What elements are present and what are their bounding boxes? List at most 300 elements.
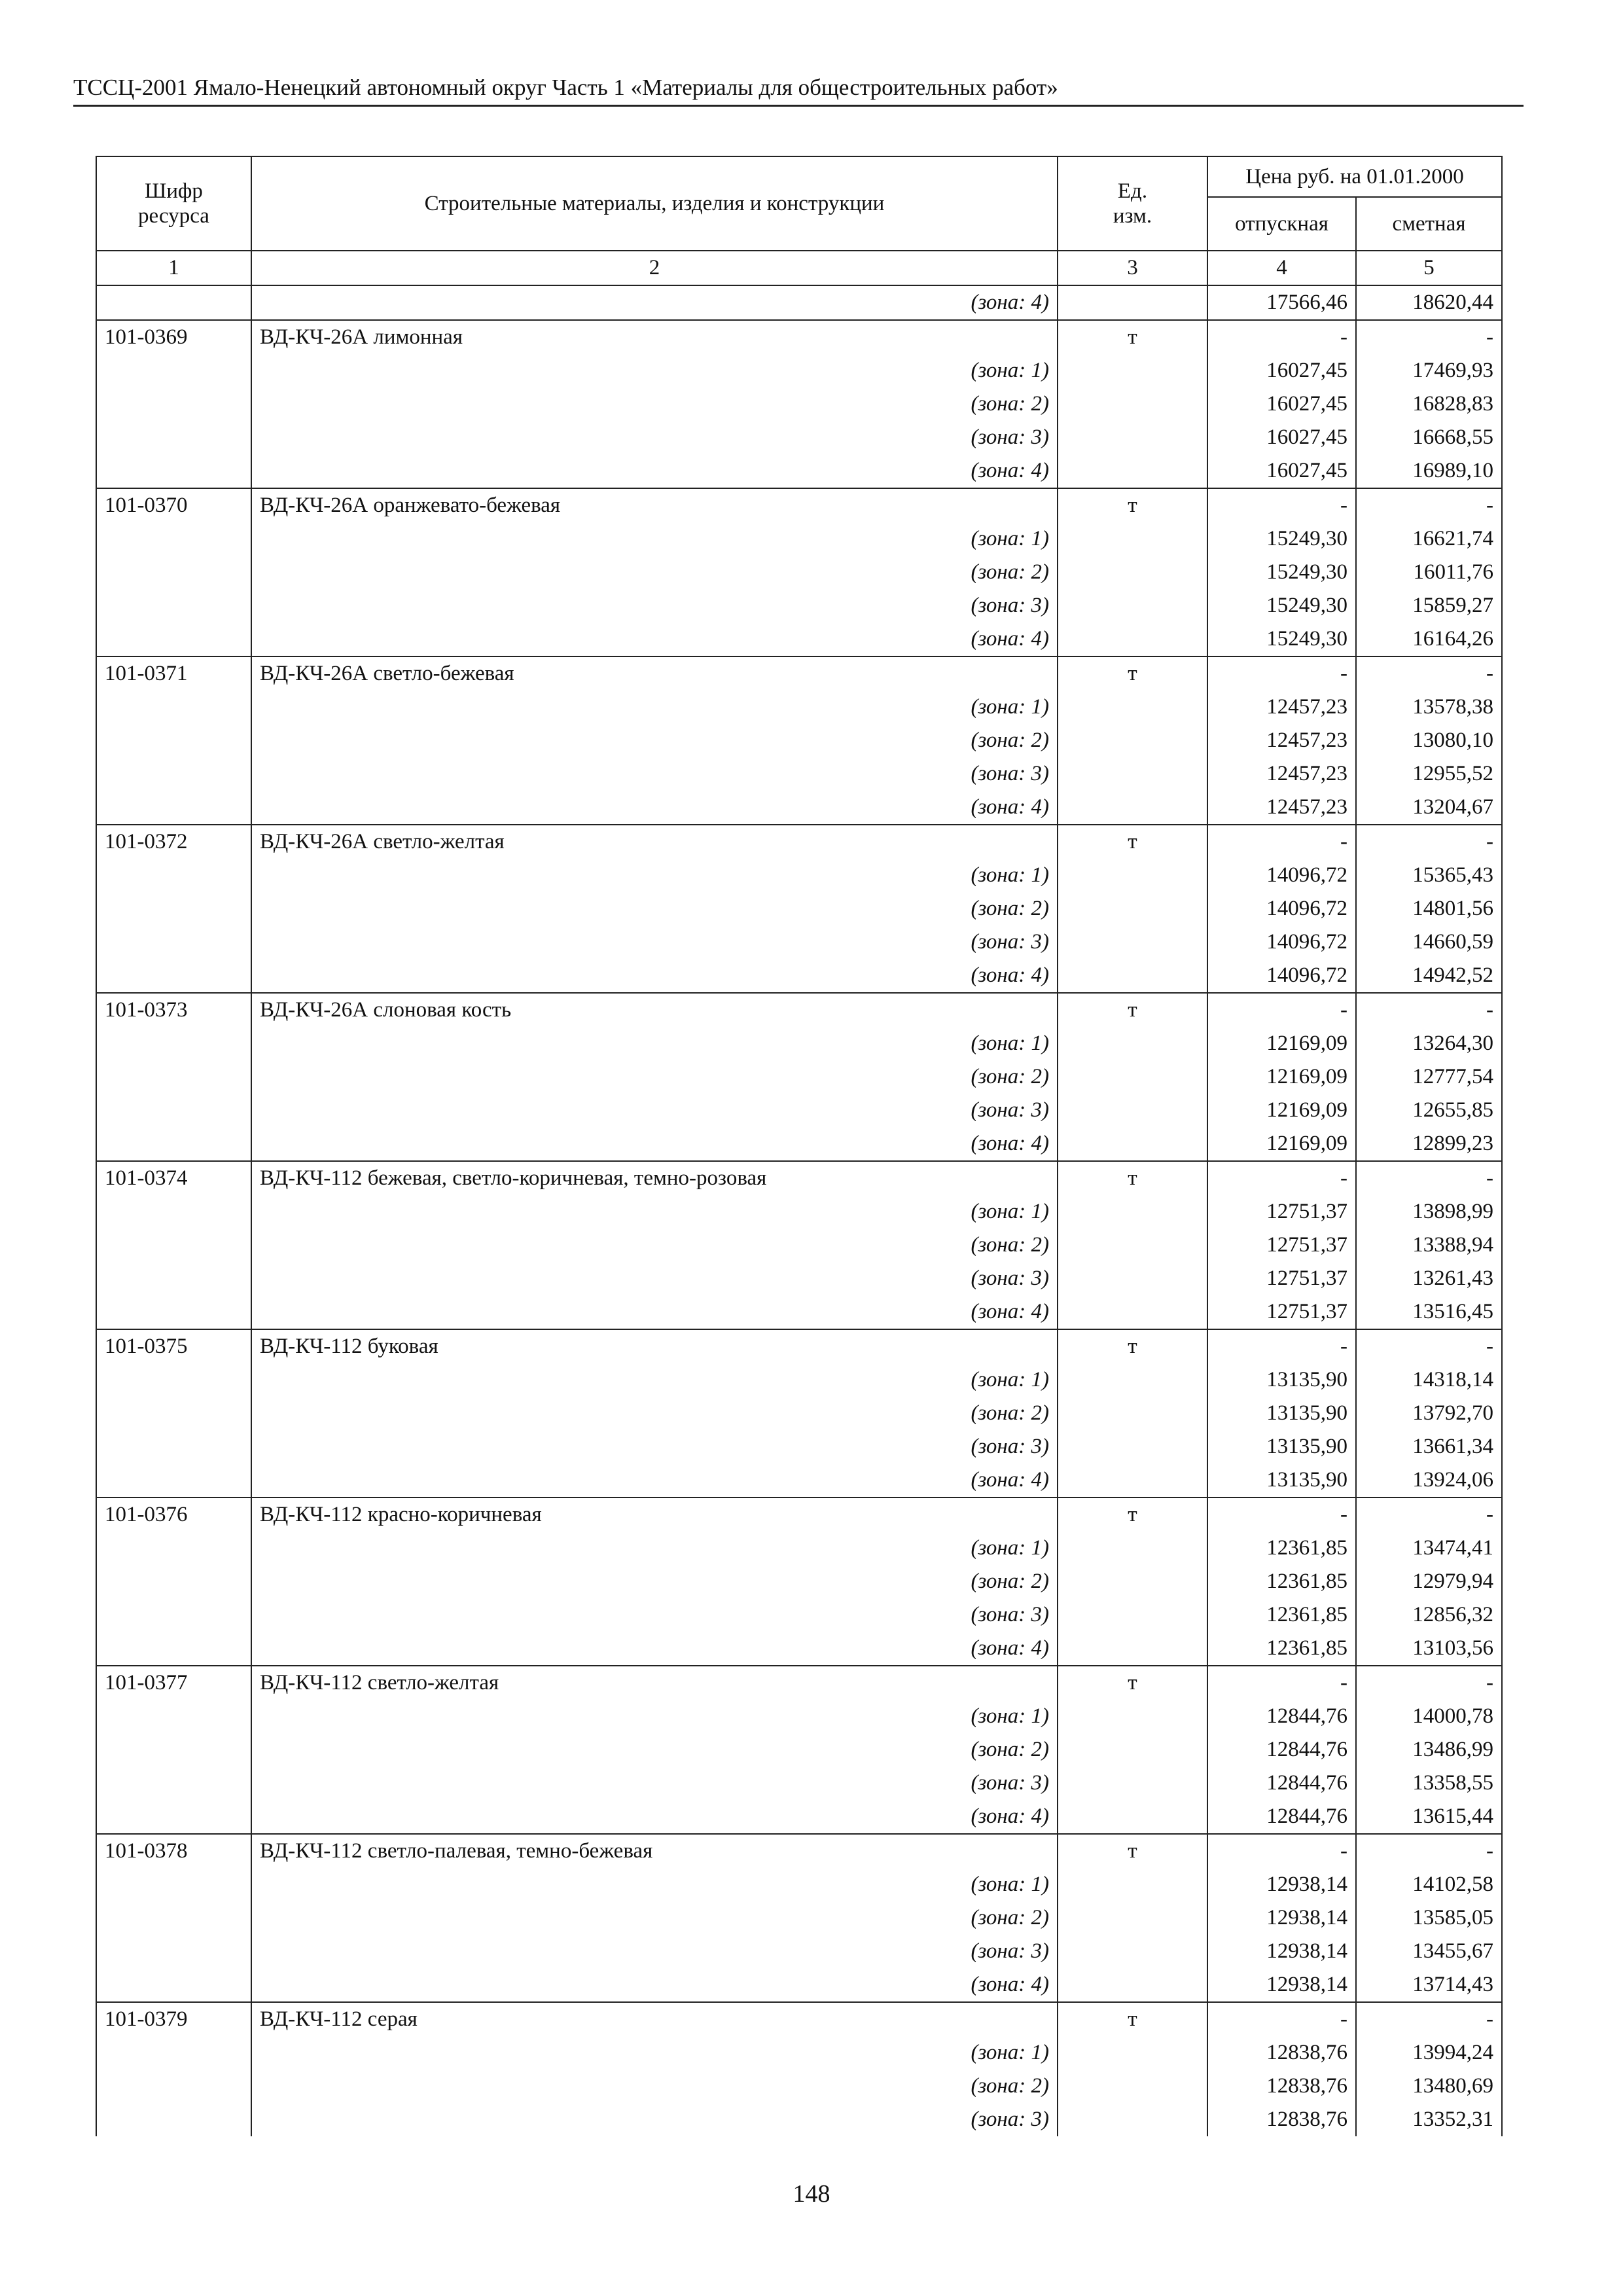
zone-row bbox=[96, 522, 1502, 556]
zone-unit-cell bbox=[1058, 1968, 1207, 2002]
zone-label: (зона: 2) bbox=[251, 1733, 1058, 1767]
zone-release: 12751,37 bbox=[1207, 1195, 1356, 1229]
zone-code-cell bbox=[96, 1565, 251, 1598]
zone-code-cell bbox=[96, 1632, 251, 1666]
zone-unit-cell bbox=[1058, 1868, 1207, 1901]
carryover-unit bbox=[1058, 285, 1207, 320]
zone-label: (зона: 2) bbox=[251, 724, 1058, 757]
zone-code-cell bbox=[96, 522, 251, 556]
item-unit: т bbox=[1058, 656, 1207, 691]
zone-unit-cell bbox=[1058, 1027, 1207, 1060]
zone-release: 12361,85 bbox=[1207, 1598, 1356, 1632]
item-estimate: - bbox=[1356, 488, 1502, 522]
item-name: ВД-КЧ-26А светло-бежевая bbox=[251, 656, 1058, 691]
zone-code-cell bbox=[96, 1532, 251, 1565]
zone-estimate: 13352,31 bbox=[1356, 2103, 1502, 2136]
item-unit: т bbox=[1058, 825, 1207, 859]
zone-label: (зона: 1) bbox=[251, 1532, 1058, 1565]
zone-row bbox=[96, 354, 1502, 387]
zone-unit-cell bbox=[1058, 859, 1207, 892]
zone-estimate: 13792,70 bbox=[1356, 1397, 1502, 1430]
zone-label: (зона: 2) bbox=[251, 892, 1058, 925]
zone-estimate: 13615,44 bbox=[1356, 1800, 1502, 1834]
zone-unit-cell bbox=[1058, 1363, 1207, 1397]
carryover-estimate: 18620,44 bbox=[1356, 285, 1502, 320]
zone-release: 16027,45 bbox=[1207, 354, 1356, 387]
zone-estimate: 13080,10 bbox=[1356, 724, 1502, 757]
zone-label: (зона: 4) bbox=[251, 1295, 1058, 1329]
zone-estimate: 13261,43 bbox=[1356, 1262, 1502, 1295]
zone-release: 13135,90 bbox=[1207, 1363, 1356, 1397]
zone-unit-cell bbox=[1058, 1262, 1207, 1295]
zone-release: 12938,14 bbox=[1207, 1935, 1356, 1968]
zone-code-cell bbox=[96, 859, 251, 892]
zone-row bbox=[96, 1363, 1502, 1397]
zone-row bbox=[96, 2070, 1502, 2103]
zone-code-cell bbox=[96, 622, 251, 656]
zone-estimate: 13578,38 bbox=[1356, 691, 1502, 724]
item-unit: т bbox=[1058, 1834, 1207, 1868]
zone-row bbox=[96, 959, 1502, 993]
zone-label: (зона: 3) bbox=[251, 925, 1058, 959]
zone-label: (зона: 1) bbox=[251, 859, 1058, 892]
zone-code-cell bbox=[96, 1430, 251, 1463]
zone-row bbox=[96, 421, 1502, 454]
col-number-2: 2 bbox=[251, 251, 1058, 285]
zone-unit-cell bbox=[1058, 2103, 1207, 2136]
zone-label: (зона: 2) bbox=[251, 387, 1058, 421]
zone-row bbox=[96, 859, 1502, 892]
zone-estimate: 16989,10 bbox=[1356, 454, 1502, 488]
zone-label: (зона: 4) bbox=[251, 959, 1058, 993]
zone-estimate: 14318,14 bbox=[1356, 1363, 1502, 1397]
zone-unit-cell bbox=[1058, 1632, 1207, 1666]
zone-release: 12751,37 bbox=[1207, 1229, 1356, 1262]
item-release: - bbox=[1207, 993, 1356, 1027]
zone-code-cell bbox=[96, 1295, 251, 1329]
zone-unit-cell bbox=[1058, 1430, 1207, 1463]
zone-code-cell bbox=[96, 959, 251, 993]
zone-release: 12169,09 bbox=[1207, 1127, 1356, 1161]
item-code: 101-0375 bbox=[96, 1329, 251, 1363]
zone-label: (зона: 2) bbox=[251, 1565, 1058, 1598]
zone-release: 12844,76 bbox=[1207, 1700, 1356, 1733]
carryover-zone: (зона: 4) bbox=[251, 285, 1058, 320]
item-release: - bbox=[1207, 320, 1356, 354]
item-unit: т bbox=[1058, 1161, 1207, 1195]
zone-label: (зона: 3) bbox=[251, 1935, 1058, 1968]
zone-label: (зона: 4) bbox=[251, 791, 1058, 825]
zone-label: (зона: 1) bbox=[251, 354, 1058, 387]
zone-release: 14096,72 bbox=[1207, 959, 1356, 993]
item-code: 101-0373 bbox=[96, 993, 251, 1027]
zone-unit-cell bbox=[1058, 387, 1207, 421]
item-unit: т bbox=[1058, 993, 1207, 1027]
col-release-header: отпускная bbox=[1207, 197, 1356, 251]
item-release: - bbox=[1207, 1329, 1356, 1363]
zone-row bbox=[96, 1027, 1502, 1060]
zone-code-cell bbox=[96, 556, 251, 589]
zone-estimate: 13455,67 bbox=[1356, 1935, 1502, 1968]
carryover-code bbox=[96, 285, 251, 320]
zone-estimate: 12777,54 bbox=[1356, 1060, 1502, 1094]
zone-row bbox=[96, 1598, 1502, 1632]
item-estimate: - bbox=[1356, 320, 1502, 354]
zone-label: (зона: 3) bbox=[251, 421, 1058, 454]
zone-code-cell bbox=[96, 1463, 251, 1498]
zone-release: 12457,23 bbox=[1207, 691, 1356, 724]
zone-label: (зона: 4) bbox=[251, 1632, 1058, 1666]
zone-row bbox=[96, 1532, 1502, 1565]
item-code: 101-0376 bbox=[96, 1498, 251, 1532]
zone-unit-cell bbox=[1058, 925, 1207, 959]
zone-code-cell bbox=[96, 1060, 251, 1094]
zone-release: 12361,85 bbox=[1207, 1565, 1356, 1598]
zone-code-cell bbox=[96, 791, 251, 825]
item-row bbox=[96, 656, 1502, 691]
zone-release: 12938,14 bbox=[1207, 1868, 1356, 1901]
zone-estimate: 13264,30 bbox=[1356, 1027, 1502, 1060]
zone-row bbox=[96, 454, 1502, 488]
zone-release: 13135,90 bbox=[1207, 1397, 1356, 1430]
zone-estimate: 13714,43 bbox=[1356, 1968, 1502, 2002]
zone-label: (зона: 1) bbox=[251, 691, 1058, 724]
zone-row bbox=[96, 1195, 1502, 1229]
zone-unit-cell bbox=[1058, 1935, 1207, 1968]
zone-code-cell bbox=[96, 1195, 251, 1229]
item-name: ВД-КЧ-112 буковая bbox=[251, 1329, 1058, 1363]
zone-release: 15249,30 bbox=[1207, 522, 1356, 556]
zone-release: 12838,76 bbox=[1207, 2036, 1356, 2070]
item-row bbox=[96, 1498, 1502, 1532]
zone-estimate: 13994,24 bbox=[1356, 2036, 1502, 2070]
zone-release: 15249,30 bbox=[1207, 556, 1356, 589]
zone-estimate: 14102,58 bbox=[1356, 1868, 1502, 1901]
zone-code-cell bbox=[96, 1229, 251, 1262]
zone-estimate: 13924,06 bbox=[1356, 1463, 1502, 1498]
item-row bbox=[96, 2002, 1502, 2036]
zone-row bbox=[96, 1800, 1502, 1834]
item-estimate: - bbox=[1356, 1666, 1502, 1700]
zone-code-cell bbox=[96, 454, 251, 488]
zone-row bbox=[96, 2103, 1502, 2136]
zone-row bbox=[96, 724, 1502, 757]
zone-estimate: 13388,94 bbox=[1356, 1229, 1502, 1262]
zone-estimate: 13358,55 bbox=[1356, 1767, 1502, 1800]
item-estimate: - bbox=[1356, 825, 1502, 859]
zone-row bbox=[96, 757, 1502, 791]
zone-code-cell bbox=[96, 1767, 251, 1800]
header-rule bbox=[73, 105, 1524, 107]
zone-label: (зона: 4) bbox=[251, 454, 1058, 488]
zone-label: (зона: 4) bbox=[251, 1127, 1058, 1161]
zone-estimate: 12899,23 bbox=[1356, 1127, 1502, 1161]
zone-code-cell bbox=[96, 1262, 251, 1295]
zone-release: 16027,45 bbox=[1207, 421, 1356, 454]
item-code: 101-0379 bbox=[96, 2002, 251, 2036]
item-estimate: - bbox=[1356, 656, 1502, 691]
zone-code-cell bbox=[96, 1935, 251, 1968]
item-release: - bbox=[1207, 825, 1356, 859]
item-unit: т bbox=[1058, 1329, 1207, 1363]
col-number-5: 5 bbox=[1356, 251, 1502, 285]
zone-row bbox=[96, 1565, 1502, 1598]
zone-unit-cell bbox=[1058, 454, 1207, 488]
zone-code-cell bbox=[96, 1868, 251, 1901]
zone-label: (зона: 1) bbox=[251, 1027, 1058, 1060]
zone-release: 12457,23 bbox=[1207, 757, 1356, 791]
item-code: 101-0369 bbox=[96, 320, 251, 354]
zone-row bbox=[96, 556, 1502, 589]
zone-code-cell bbox=[96, 2036, 251, 2070]
zone-code-cell bbox=[96, 757, 251, 791]
zone-unit-cell bbox=[1058, 691, 1207, 724]
zone-release: 12457,23 bbox=[1207, 724, 1356, 757]
zone-code-cell bbox=[96, 691, 251, 724]
zone-label: (зона: 1) bbox=[251, 1868, 1058, 1901]
zone-unit-cell bbox=[1058, 1195, 1207, 1229]
zone-row bbox=[96, 622, 1502, 656]
zone-row bbox=[96, 589, 1502, 622]
zone-release: 13135,90 bbox=[1207, 1463, 1356, 1498]
zone-release: 13135,90 bbox=[1207, 1430, 1356, 1463]
zone-estimate: 13486,99 bbox=[1356, 1733, 1502, 1767]
zone-estimate: 16621,74 bbox=[1356, 522, 1502, 556]
zone-code-cell bbox=[96, 1397, 251, 1430]
zone-estimate: 17469,93 bbox=[1356, 354, 1502, 387]
item-release: - bbox=[1207, 2002, 1356, 2036]
zone-row bbox=[96, 387, 1502, 421]
zone-release: 14096,72 bbox=[1207, 892, 1356, 925]
col-number-4: 4 bbox=[1207, 251, 1356, 285]
item-row bbox=[96, 488, 1502, 522]
zone-estimate: 14000,78 bbox=[1356, 1700, 1502, 1733]
zone-unit-cell bbox=[1058, 1060, 1207, 1094]
zone-code-cell bbox=[96, 1598, 251, 1632]
zone-unit-cell bbox=[1058, 1733, 1207, 1767]
zone-row bbox=[96, 1430, 1502, 1463]
col-unit-header: Ед. изм. bbox=[1058, 156, 1207, 251]
item-name: ВД-КЧ-112 серая bbox=[251, 2002, 1058, 2036]
item-row bbox=[96, 1161, 1502, 1195]
item-name: ВД-КЧ-26А светло-желтая bbox=[251, 825, 1058, 859]
zone-row bbox=[96, 1767, 1502, 1800]
zone-estimate: 12979,94 bbox=[1356, 1565, 1502, 1598]
item-name: ВД-КЧ-112 светло-палевая, темно-бежевая bbox=[251, 1834, 1058, 1868]
zone-code-cell bbox=[96, 1700, 251, 1733]
zone-release: 12457,23 bbox=[1207, 791, 1356, 825]
zone-unit-cell bbox=[1058, 421, 1207, 454]
zone-label: (зона: 1) bbox=[251, 2036, 1058, 2070]
zone-estimate: 16164,26 bbox=[1356, 622, 1502, 656]
item-estimate: - bbox=[1356, 1161, 1502, 1195]
item-estimate: - bbox=[1356, 2002, 1502, 2036]
zone-label: (зона: 2) bbox=[251, 556, 1058, 589]
zone-label: (зона: 2) bbox=[251, 1901, 1058, 1935]
zone-row bbox=[96, 1901, 1502, 1935]
zone-row bbox=[96, 1463, 1502, 1498]
zone-estimate: 13103,56 bbox=[1356, 1632, 1502, 1666]
table-body bbox=[96, 285, 1502, 2136]
zone-release: 12361,85 bbox=[1207, 1632, 1356, 1666]
item-name: ВД-КЧ-26А слоновая кость bbox=[251, 993, 1058, 1027]
zone-unit-cell bbox=[1058, 1463, 1207, 1498]
zone-unit-cell bbox=[1058, 959, 1207, 993]
zone-label: (зона: 3) bbox=[251, 1598, 1058, 1632]
zone-release: 14096,72 bbox=[1207, 925, 1356, 959]
item-release: - bbox=[1207, 1498, 1356, 1532]
zone-unit-cell bbox=[1058, 1767, 1207, 1800]
zone-estimate: 13516,45 bbox=[1356, 1295, 1502, 1329]
zone-row bbox=[96, 1868, 1502, 1901]
zone-label: (зона: 3) bbox=[251, 757, 1058, 791]
zone-estimate: 15365,43 bbox=[1356, 859, 1502, 892]
zone-code-cell bbox=[96, 724, 251, 757]
zone-row bbox=[96, 925, 1502, 959]
zone-unit-cell bbox=[1058, 1901, 1207, 1935]
item-unit: т bbox=[1058, 488, 1207, 522]
item-release: - bbox=[1207, 1834, 1356, 1868]
item-name: ВД-КЧ-26А оранжевато-бежевая bbox=[251, 488, 1058, 522]
zone-estimate: 12655,85 bbox=[1356, 1094, 1502, 1127]
zone-unit-cell bbox=[1058, 1800, 1207, 1834]
item-estimate: - bbox=[1356, 1329, 1502, 1363]
item-estimate: - bbox=[1356, 993, 1502, 1027]
zone-release: 12838,76 bbox=[1207, 2070, 1356, 2103]
zone-release: 12938,14 bbox=[1207, 1901, 1356, 1935]
col-code-header: Шифр ресурса bbox=[96, 156, 251, 251]
zone-unit-cell bbox=[1058, 2070, 1207, 2103]
zone-unit-cell bbox=[1058, 589, 1207, 622]
item-unit: т bbox=[1058, 1498, 1207, 1532]
zone-unit-cell bbox=[1058, 1397, 1207, 1430]
item-row bbox=[96, 1329, 1502, 1363]
zone-code-cell bbox=[96, 1027, 251, 1060]
item-row bbox=[96, 825, 1502, 859]
zone-label: (зона: 3) bbox=[251, 1262, 1058, 1295]
zone-row bbox=[96, 791, 1502, 825]
zone-code-cell bbox=[96, 1127, 251, 1161]
item-row bbox=[96, 1834, 1502, 1868]
zone-release: 15249,30 bbox=[1207, 589, 1356, 622]
zone-unit-cell bbox=[1058, 1229, 1207, 1262]
item-name: ВД-КЧ-26А лимонная bbox=[251, 320, 1058, 354]
zone-code-cell bbox=[96, 2103, 251, 2136]
item-name: ВД-КЧ-112 светло-желтая bbox=[251, 1666, 1058, 1700]
zone-release: 16027,45 bbox=[1207, 454, 1356, 488]
zone-unit-cell bbox=[1058, 757, 1207, 791]
zone-code-cell bbox=[96, 387, 251, 421]
table-head bbox=[96, 156, 1502, 285]
zone-row bbox=[96, 1935, 1502, 1968]
zone-code-cell bbox=[96, 1094, 251, 1127]
zone-row bbox=[96, 1700, 1502, 1733]
zone-release: 14096,72 bbox=[1207, 859, 1356, 892]
zone-row bbox=[96, 1127, 1502, 1161]
item-name: ВД-КЧ-112 красно-коричневая bbox=[251, 1498, 1058, 1532]
item-code: 101-0370 bbox=[96, 488, 251, 522]
item-code: 101-0377 bbox=[96, 1666, 251, 1700]
zone-estimate: 13204,67 bbox=[1356, 791, 1502, 825]
zone-code-cell bbox=[96, 1968, 251, 2002]
zone-unit-cell bbox=[1058, 1598, 1207, 1632]
item-release: - bbox=[1207, 656, 1356, 691]
zone-code-cell bbox=[96, 589, 251, 622]
item-code: 101-0374 bbox=[96, 1161, 251, 1195]
item-release: - bbox=[1207, 1161, 1356, 1195]
zone-release: 12169,09 bbox=[1207, 1060, 1356, 1094]
zone-estimate: 13898,99 bbox=[1356, 1195, 1502, 1229]
zone-estimate: 13474,41 bbox=[1356, 1532, 1502, 1565]
zone-row bbox=[96, 691, 1502, 724]
col-price-header: Цена руб. на 01.01.2000 bbox=[1207, 156, 1502, 197]
zone-row bbox=[96, 1397, 1502, 1430]
zone-row bbox=[96, 1968, 1502, 2002]
zone-unit-cell bbox=[1058, 556, 1207, 589]
item-release: - bbox=[1207, 1666, 1356, 1700]
zone-release: 15249,30 bbox=[1207, 622, 1356, 656]
zone-code-cell bbox=[96, 1800, 251, 1834]
col-estimate-header: сметная bbox=[1356, 197, 1502, 251]
zone-unit-cell bbox=[1058, 522, 1207, 556]
zone-unit-cell bbox=[1058, 1700, 1207, 1733]
zone-estimate: 13480,69 bbox=[1356, 2070, 1502, 2103]
zone-row bbox=[96, 1632, 1502, 1666]
zone-estimate: 16011,76 bbox=[1356, 556, 1502, 589]
zone-unit-cell bbox=[1058, 892, 1207, 925]
item-row bbox=[96, 320, 1502, 354]
item-code: 101-0372 bbox=[96, 825, 251, 859]
zone-label: (зона: 3) bbox=[251, 589, 1058, 622]
zone-release: 12844,76 bbox=[1207, 1767, 1356, 1800]
zone-label: (зона: 4) bbox=[251, 1800, 1058, 1834]
zone-label: (зона: 1) bbox=[251, 1195, 1058, 1229]
carryover-release: 17566,46 bbox=[1207, 285, 1356, 320]
zone-row bbox=[96, 1262, 1502, 1295]
zone-release: 12844,76 bbox=[1207, 1800, 1356, 1834]
zone-code-cell bbox=[96, 421, 251, 454]
zone-estimate: 15859,27 bbox=[1356, 589, 1502, 622]
zone-estimate: 12955,52 bbox=[1356, 757, 1502, 791]
zone-release: 12844,76 bbox=[1207, 1733, 1356, 1767]
item-code: 101-0371 bbox=[96, 656, 251, 691]
zone-unit-cell bbox=[1058, 1532, 1207, 1565]
zone-release: 12169,09 bbox=[1207, 1094, 1356, 1127]
zone-release: 12938,14 bbox=[1207, 1968, 1356, 2002]
zone-code-cell bbox=[96, 925, 251, 959]
zone-label: (зона: 3) bbox=[251, 1430, 1058, 1463]
zone-row bbox=[96, 1733, 1502, 1767]
zone-estimate: 14801,56 bbox=[1356, 892, 1502, 925]
carryover-row bbox=[96, 285, 1502, 320]
zone-estimate: 13585,05 bbox=[1356, 1901, 1502, 1935]
zone-estimate: 16828,83 bbox=[1356, 387, 1502, 421]
zone-label: (зона: 3) bbox=[251, 1094, 1058, 1127]
zone-label: (зона: 2) bbox=[251, 1397, 1058, 1430]
col-name-header: Строительные материалы, изделия и конструкции bbox=[251, 156, 1058, 251]
zone-label: (зона: 3) bbox=[251, 2103, 1058, 2136]
zone-release: 12169,09 bbox=[1207, 1027, 1356, 1060]
zone-label: (зона: 4) bbox=[251, 1463, 1058, 1498]
zone-row bbox=[96, 892, 1502, 925]
item-code: 101-0378 bbox=[96, 1834, 251, 1868]
zone-code-cell bbox=[96, 1901, 251, 1935]
zone-label: (зона: 3) bbox=[251, 1767, 1058, 1800]
zone-release: 16027,45 bbox=[1207, 387, 1356, 421]
item-name: ВД-КЧ-112 бежевая, светло-коричневая, темно-розовая bbox=[251, 1161, 1058, 1195]
item-unit: т bbox=[1058, 1666, 1207, 1700]
zone-estimate: 12856,32 bbox=[1356, 1598, 1502, 1632]
